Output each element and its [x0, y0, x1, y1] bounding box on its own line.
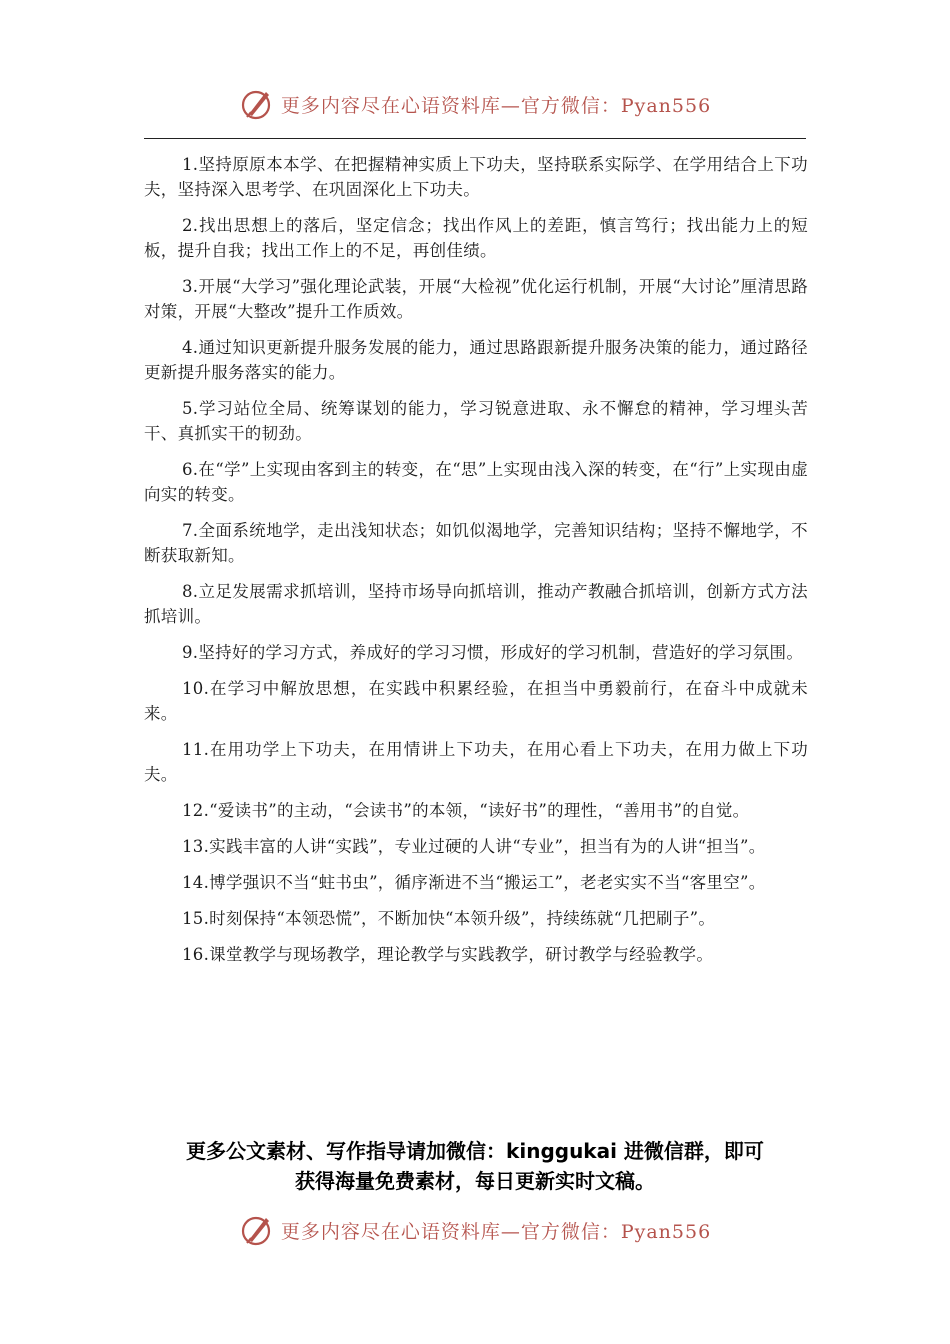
list-item: 8.立足发展需求抓培训，坚持市场导向抓培训，推动产教融合抓培训，创新方式方法抓培训。	[144, 582, 808, 626]
list-item: 11.在用功学上下功夫，在用情讲上下功夫，在用心看上下功夫，在用力做上下功夫。	[144, 740, 808, 784]
list-item: 5.学习站位全局、统筹谋划的能力，学习锐意进取、永不懈怠的精神，学习埋头苦干、真抓实干的韧劲。	[144, 399, 808, 443]
header-banner-text: 更多内容尽在心语资料库—官方微信：Pyan556	[280, 94, 712, 117]
list-item: 4.通过知识更新提升服务发展的能力，通过思路跟新提升服务决策的能力，通过路径更新提升服务落实的能力。	[144, 338, 808, 382]
promo-note	[100, 1136, 850, 1196]
promo-line-2: 获得海量免费素材，每日更新实时文稿。	[295, 1169, 655, 1193]
list-item: 2.找出思想上的落后，坚定信念；找出作风上的差距，慎言笃行；找出能力上的短板，提升自我；找出工作上的不足，再创佳绩。	[144, 216, 808, 260]
list-item: 16.课堂教学与现场教学，理论教学与实践教学，研讨教学与经验教学。	[182, 945, 714, 964]
list-item: 1.坚持原原本本学、在把握精神实质上下功夫，坚持联系实际学、在学用结合上下功夫，坚持深入思考学、在巩固深化上下功夫。	[144, 155, 808, 199]
promo-line-1: 更多公文素材、写作指导请加微信：kinggukai 进微信群，即可	[186, 1139, 764, 1163]
list-item: 7.全面系统地学，走出浅知状态；如饥似渴地学，完善知识结构；坚持不懈地学，不断获取新知。	[144, 521, 808, 565]
list-item: 15.时刻保持“本领恐慌”，不断加快“本领升级”，持续练就“几把刷子”。	[182, 909, 716, 928]
list-item: 9.坚持好的学习方式，养成好的学习习惯，形成好的学习机制，营造好的学习氛围。	[182, 643, 804, 662]
header-banner	[0, 84, 950, 124]
list-item: 13.实践丰富的人讲“实践”，专业过硬的人讲“专业”，担当有为的人讲“担当”。	[182, 837, 766, 856]
list-item: 3.开展“大学习”强化理论武装，开展“大检视”优化运行机制，开展“大讨论”厘清思路对策，开展“大整改”提升工作质效。	[144, 277, 808, 321]
list-item: 12.“爱读书”的主动，“会读书”的本领，“读好书”的理性，“善用书”的自觉。	[182, 801, 750, 820]
list-item: 14.博学强识不当“蛀书虫”，循序渐进不当“搬运工”，老老实实不当“客里空”。	[182, 873, 766, 892]
quill-logo-icon	[239, 86, 275, 122]
document-body	[144, 152, 808, 978]
quill-logo-icon	[239, 1212, 275, 1248]
footer-banner-text: 更多内容尽在心语资料库—官方微信：Pyan556	[280, 1220, 712, 1243]
footer-banner	[0, 1210, 950, 1250]
list-item: 10.在学习中解放思想，在实践中积累经验，在担当中勇毅前行，在奋斗中成就未来。	[144, 679, 808, 723]
list-item: 6.在“学”上实现由客到主的转变，在“思”上实现由浅入深的转变，在“行”上实现由虚向实的转变。	[144, 460, 808, 504]
header-divider	[144, 138, 806, 139]
